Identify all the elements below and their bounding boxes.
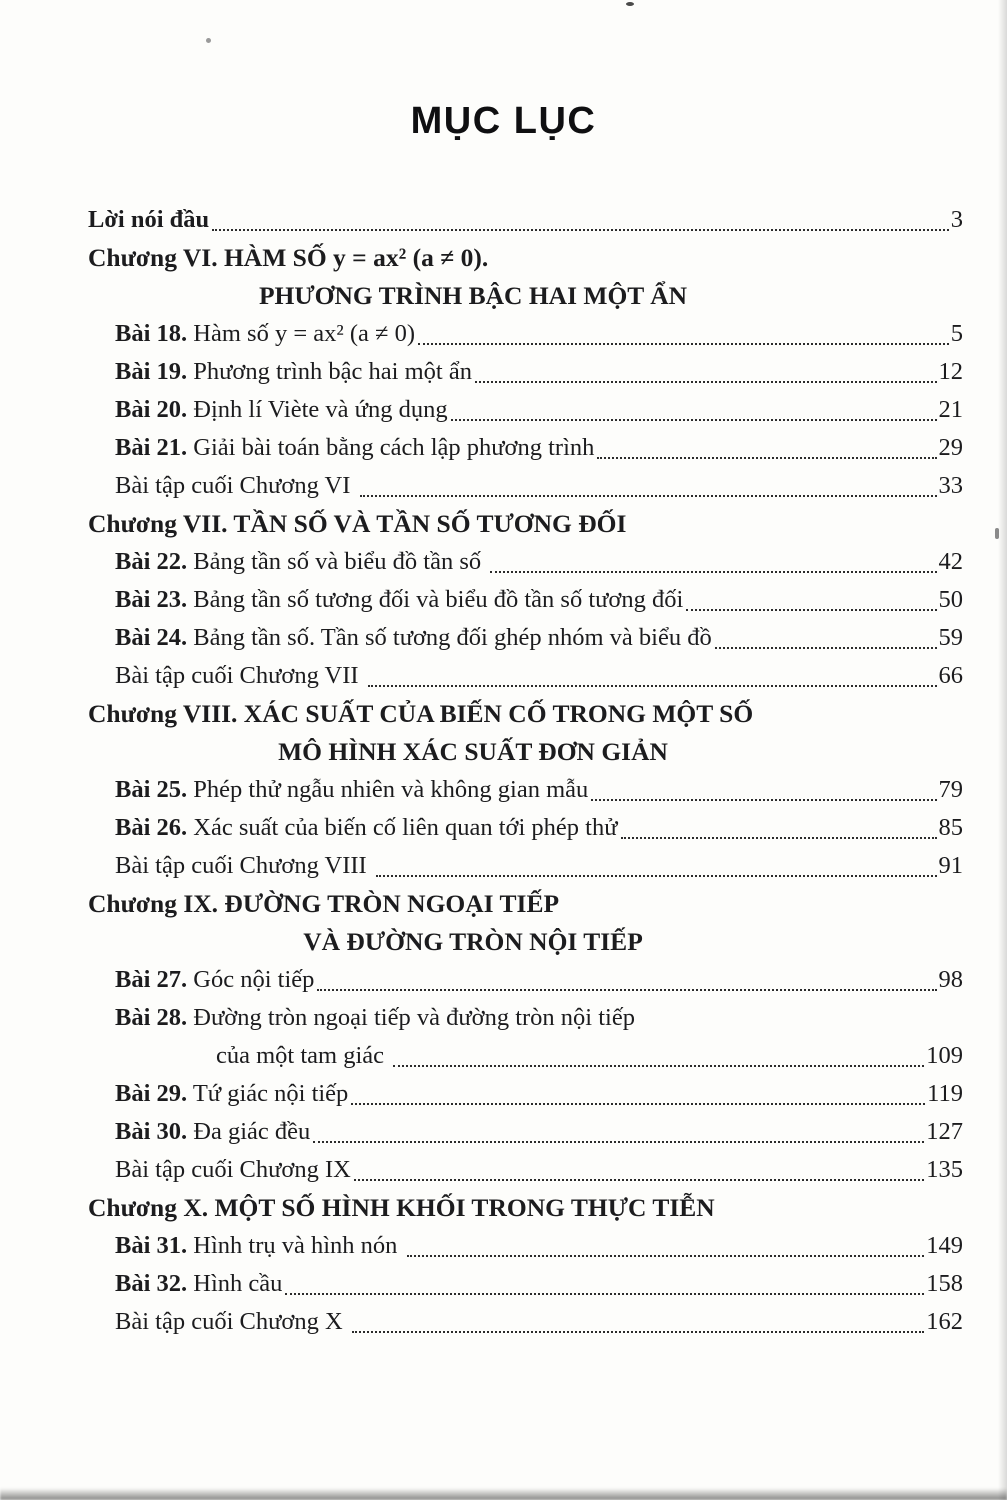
- entry-page-number: 135: [926, 1156, 963, 1183]
- entry-page-number: 162: [926, 1308, 963, 1335]
- entry-number: Bài 29.: [115, 1080, 188, 1107]
- dot-leader: [597, 457, 936, 459]
- chapter-heading-line2: [88, 923, 963, 961]
- entry-title: Giải bài toán bằng cách lập phương trình: [187, 434, 595, 461]
- entry-page-number: 66: [938, 662, 963, 689]
- dot-leader: [418, 343, 949, 345]
- dot-leader: [686, 609, 936, 611]
- entry-page-number: 91: [938, 852, 963, 879]
- entry-page-number: 42: [938, 548, 963, 575]
- toc-entry: [88, 847, 963, 885]
- entry-title: Bảng tần số. Tần số tương đối ghép nhóm và biểu đồ: [187, 624, 712, 651]
- entry-title: Xác suất của biến cố liên quan tới phép thử: [187, 814, 618, 841]
- entry-page-number: 33: [938, 472, 963, 499]
- dot-leader: [351, 1103, 925, 1105]
- chapter-heading: [88, 1189, 963, 1227]
- scan-edge-shadow-right: [998, 0, 1007, 1500]
- entry-page-number: 109: [926, 1042, 963, 1069]
- toc-entry: [88, 1265, 963, 1303]
- entry-number: Bài 19.: [115, 358, 188, 385]
- dot-leader: [368, 685, 937, 687]
- entry-title: Định lí Viète và ứng dụng: [187, 396, 448, 423]
- entry-title: Hình cầu: [187, 1270, 283, 1297]
- dot-leader: [360, 495, 937, 497]
- chapter-title-continued: PHƯƠNG TRÌNH BẬC HAI MỘT ẨN: [258, 281, 688, 310]
- entry-title: Bảng tần số tương đối và biểu đồ tần số tương đối: [187, 586, 684, 613]
- toc-entry-continuation: [88, 1037, 963, 1075]
- entry-number: Bài 30.: [115, 1118, 188, 1145]
- entry-title: Đa giác đều: [187, 1118, 311, 1145]
- toc-entry: [88, 771, 963, 809]
- entry-label: Lời nói đầu: [88, 206, 210, 233]
- entry-page-number: 3: [950, 206, 963, 233]
- entry-title: Hàm số y = ax² (a ≠ 0): [187, 320, 415, 347]
- entry-title: Góc nội tiếp: [187, 966, 315, 993]
- dot-leader: [285, 1293, 924, 1295]
- entry-page-number: 119: [927, 1080, 963, 1107]
- entry-page-number: 12: [938, 358, 963, 385]
- entry-number: Bài 26.: [115, 814, 188, 841]
- entry-title: Bảng tần số và biểu đồ tần số: [187, 548, 488, 575]
- toc-entry: [88, 201, 963, 239]
- dot-leader: [621, 837, 937, 839]
- chapter-heading: [88, 885, 963, 923]
- table-of-contents: [0, 201, 1007, 1341]
- scan-edge-shadow-bottom: [0, 1488, 1007, 1500]
- dot-leader: [475, 381, 937, 383]
- chapter-heading-line2: [88, 733, 963, 771]
- entry-number: Bài 23.: [115, 586, 188, 613]
- entry-page-number: 127: [926, 1118, 963, 1145]
- entry-title: Bài tập cuối Chương VIII: [115, 852, 373, 879]
- entry-title: Hình trụ và hình nón: [187, 1232, 404, 1259]
- chapter-title: Chương VIII. XÁC SUẤT CỦA BIẾN CỐ TRONG MỘT SỐ: [88, 699, 754, 728]
- entry-page-number: 21: [938, 396, 963, 423]
- dot-leader: [715, 647, 937, 649]
- entry-number: Bài 31.: [115, 1232, 188, 1259]
- chapter-title: Chương VII. TẦN SỐ VÀ TẦN SỐ TƯƠNG ĐỐI: [88, 509, 627, 538]
- toc-entry: [88, 1227, 963, 1265]
- entry-number: Bài 20.: [115, 396, 188, 423]
- page-title: MỤC LỤC: [410, 100, 597, 142]
- toc-entry: [88, 353, 963, 391]
- entry-page-number: 29: [938, 434, 963, 461]
- chapter-title-continued: VÀ ĐƯỜNG TRÒN NỘI TIẾP: [303, 927, 643, 956]
- entry-title: Bài tập cuối Chương X: [115, 1308, 349, 1335]
- toc-entry: [88, 429, 963, 467]
- toc-entry: [88, 391, 963, 429]
- dot-leader: [317, 989, 936, 991]
- entry-page-number: 149: [926, 1232, 963, 1259]
- toc-entry: [88, 581, 963, 619]
- entry-number: Bài 27.: [115, 966, 188, 993]
- toc-entry: [88, 315, 963, 353]
- entry-page-number: 59: [938, 624, 963, 651]
- toc-entry: [88, 619, 963, 657]
- entry-page-number: 85: [938, 814, 963, 841]
- entry-number: Bài 25.: [115, 776, 188, 803]
- entry-title: Đường tròn ngoại tiếp và đường tròn nội tiếp: [187, 1004, 635, 1031]
- chapter-title-continued: MÔ HÌNH XÁC SUẤT ĐƠN GIẢN: [278, 737, 668, 766]
- entry-page-number: 5: [950, 320, 963, 347]
- toc-entry: [88, 1151, 963, 1189]
- entry-title: Phương trình bậc hai một ẩn: [187, 358, 472, 385]
- entry-page-number: 79: [938, 776, 963, 803]
- dot-leader: [490, 571, 936, 573]
- dot-leader: [352, 1331, 924, 1333]
- dot-leader: [451, 419, 937, 421]
- entry-title-continued: của một tam giác: [216, 1042, 391, 1069]
- entry-number: Bài 22.: [115, 548, 188, 575]
- toc-entry: [88, 467, 963, 505]
- dot-leader: [354, 1179, 924, 1181]
- scan-artifact: [626, 2, 634, 6]
- chapter-title: Chương IX. ĐƯỜNG TRÒN NGOẠI TIẾP: [88, 889, 560, 918]
- entry-title: Bài tập cuối Chương VII: [115, 662, 365, 689]
- entry-title: Bài tập cuối Chương IX: [115, 1156, 351, 1183]
- toc-entry: [88, 1075, 963, 1113]
- chapter-heading: [88, 695, 963, 733]
- toc-entry: [88, 999, 963, 1037]
- entry-title: Phép thử ngẫu nhiên và không gian mẫu: [187, 776, 589, 803]
- dot-leader: [591, 799, 936, 801]
- chapter-title: Chương VI. HÀM SỐ y = ax² (a ≠ 0).: [88, 243, 489, 272]
- entry-page-number: 50: [938, 586, 963, 613]
- chapter-heading: [88, 505, 963, 543]
- entry-number: Bài 32.: [115, 1270, 188, 1297]
- entry-number: Bài 21.: [115, 434, 188, 461]
- chapter-title: Chương X. MỘT SỐ HÌNH KHỐI TRONG THỰC TIỄN: [88, 1193, 715, 1222]
- entry-page-number: 158: [926, 1270, 963, 1297]
- dot-leader: [376, 875, 937, 877]
- dot-leader: [407, 1255, 925, 1257]
- dot-leader: [393, 1065, 924, 1067]
- dot-leader: [212, 229, 949, 231]
- toc-entry: [88, 543, 963, 581]
- entry-page-number: 98: [938, 966, 963, 993]
- entry-title: Tứ giác nội tiếp: [187, 1080, 349, 1107]
- entry-number: Bài 24.: [115, 624, 188, 651]
- scan-artifact: [206, 38, 211, 43]
- chapter-heading-line2: [88, 277, 963, 315]
- entry-number: Bài 18.: [115, 320, 188, 347]
- toc-entry: [88, 961, 963, 999]
- entry-number: Bài 28.: [115, 1004, 188, 1031]
- entry-title: Bài tập cuối Chương VI: [115, 472, 357, 499]
- dot-leader: [313, 1141, 924, 1143]
- toc-entry: [88, 1303, 963, 1341]
- toc-entry: [88, 657, 963, 695]
- chapter-heading: [88, 239, 963, 277]
- toc-entry: [88, 809, 963, 847]
- toc-entry: [88, 1113, 963, 1151]
